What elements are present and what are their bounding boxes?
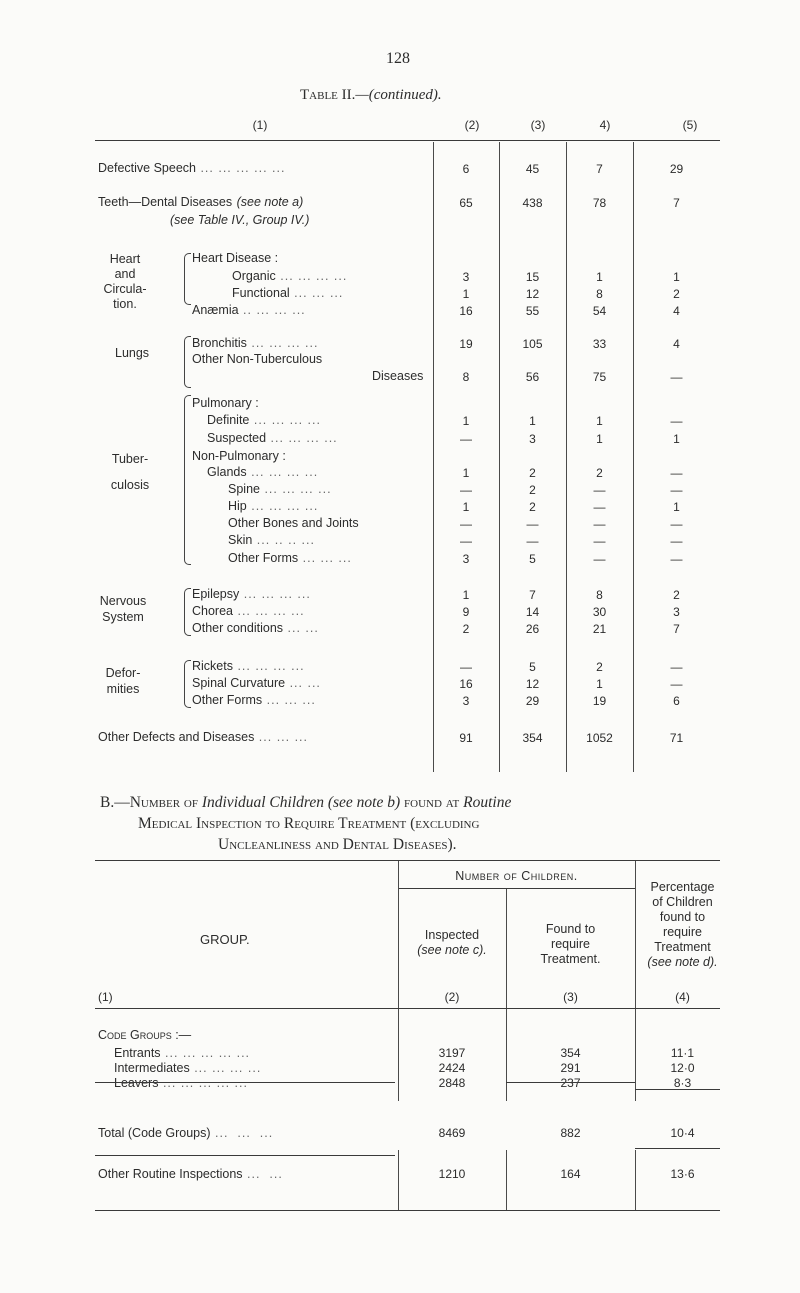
value-defective_speech-col5: 29 [669,162,684,176]
value-other_conditions-col2: 2 [462,622,470,636]
table-title-main: Table II. [300,87,356,103]
value-bronchitis-col5: 4 [673,337,680,351]
row-label-text-other_forms_def: Other Forms [192,693,263,707]
table-b-col-num-4: (4) [675,990,690,1004]
row-label-text-spine: Spine [228,482,260,496]
col-header-3: (3) [530,118,546,132]
value-glands-col5: — [670,466,683,480]
row-label-defective_speech: Defective Speech ... ... ... ... ... [98,161,286,175]
page-number: 128 [386,50,410,67]
value-functional-col4: 8 [596,287,603,301]
value-rickets-col4: 2 [596,660,603,674]
value-epilepsy-col5: 2 [673,588,680,602]
inspected-note: (see note c). [417,943,487,957]
value-bronchitis-col4: 33 [592,337,607,351]
value-other_conditions-col4: 21 [592,622,607,636]
row-label-other-non-tb-2: Diseases [372,369,424,383]
value-epilepsy-col2: 1 [462,588,470,602]
value-other_forms_def-col4: 19 [592,694,607,708]
table-b-row-label-text-1: Intermediates [114,1061,190,1075]
table-b-row-1-pct: 12·0 [670,1061,695,1075]
section-b-heading-line2: Medical Inspection to Require Treatment (excluding [138,815,480,832]
value-hip-col3: 2 [529,500,536,514]
value-organic-col4: 1 [596,270,603,284]
row-label-text-other_conditions: Other conditions [192,621,284,635]
row-label-suspected: Suspected ... ... ... ... [207,431,338,445]
value-other_forms_tb-col2: 3 [462,552,470,566]
value-teeth-col5: 7 [673,196,680,210]
row-label-epilepsy: Epilepsy ... ... ... ... [192,587,311,601]
value-other_defects-col4: 1052 [586,731,613,745]
group-label-nervous_group_lines-1: System [102,610,144,624]
value-teeth-col2: 65 [459,196,473,210]
row-label-other_forms_tb: Other Forms ... ... ... [228,551,352,565]
heart-brace [184,253,191,305]
value-definite-col2: 1 [462,414,470,428]
value-organic-col3: 15 [525,270,540,284]
row-label-text-functional: Functional [232,286,290,300]
row-label-text-definite: Definite [207,413,250,427]
table-b-rule-e [635,1148,720,1149]
row-label-text-other_non_tb: Other Non-Tuberculous [192,352,323,366]
table-b-row-label-text-0: Entrants [114,1046,161,1060]
value-rickets-col3: 5 [529,660,536,674]
value-chorea-col2: 9 [462,605,470,619]
value-other_forms_def-col3: 29 [525,694,540,708]
teeth-sub: (see Table IV., Group IV.) [170,213,310,227]
table-b-col-num-2: (2) [444,990,460,1004]
value-skin-col3: — [526,534,539,548]
group-label-heart_group_lines-1: and [114,267,136,281]
value-epilepsy-col3: 7 [529,588,536,602]
value-other_bones-col4: — [593,517,606,531]
table-b-row-1-inspected: 2424 [438,1061,466,1075]
table-b-rule-a [95,1082,395,1083]
header-rule [95,140,720,141]
row-label-teeth [98,195,303,209]
group-label-tb_group_lines-0: Tuber- [111,452,149,466]
row-label-text-epilepsy: Epilepsy [192,587,240,601]
row-label-text-suspected: Suspected [207,431,267,445]
value-bronchitis-col3: 105 [522,337,543,351]
col-header-1: (1) [252,118,268,132]
col-header-5: (5) [682,118,698,132]
col-header-2: (2) [464,118,480,132]
row-label-bronchitis: Bronchitis ... ... ... ... [192,336,319,350]
tb-brace [184,395,191,565]
row-label-other_non_tb [192,352,322,366]
value-defective_speech-col2: 6 [462,162,470,176]
value-other_forms_def-col5: 6 [673,694,680,708]
row-label-other_conditions: Other conditions ... ... [192,621,319,635]
row-label-hip: Hip ... ... ... ... [228,499,319,513]
value-defective_speech-col3: 45 [525,162,540,176]
value-definite-col4: 1 [596,414,603,428]
value-other_bones-col3: — [526,517,539,531]
row-label-rickets: Rickets ... ... ... ... [192,659,305,673]
value-other_bones-col2: — [460,517,472,531]
value-chorea-col5: 3 [673,605,680,619]
table-b-row-2-found: 237 [560,1076,581,1090]
value-other_forms_def-col2: 3 [462,694,470,708]
lungs-group-label: Lungs [115,346,150,360]
value-anaemia-col3: 55 [525,304,540,318]
value-spinal_curvature-col4: 1 [596,677,603,691]
percentage-header: Percentage of Children found to require Treatment (see note d). [647,880,718,969]
value-spine-col5: — [670,483,683,497]
row-label-text-glands: Glands [207,465,247,479]
table-b-row-label-1: Intermediates ... ... ... ... [114,1061,262,1075]
col-header-4: 4) [599,118,611,132]
value-chorea-col4: 30 [592,605,607,619]
value-suspected-col3: 3 [529,432,536,446]
value-anaemia-col5: 4 [673,304,680,318]
value-other_non_tb-col5: — [670,370,683,384]
total-found: 882 [560,1126,581,1140]
lungs-brace [184,336,191,388]
value-other_defects-col5: 71 [669,731,684,745]
value-organic-col5: 1 [673,270,680,284]
value-suspected-col4: 1 [596,432,603,446]
value-functional-col2: 1 [462,287,470,301]
other-routine-label: Other Routine Inspections ... ... [98,1167,283,1181]
row-label-text-chorea: Chorea [192,604,233,618]
row-label-spine: Spine ... ... ... ... [228,482,332,496]
found-header: Found to require Treatment. [540,922,601,966]
row-label-text-skin: Skin [228,533,253,547]
value-teeth-col4: 78 [592,196,607,210]
number-of-children-rule [398,888,635,889]
table-b-row-0-pct: 11·1 [670,1046,695,1060]
row-label-other_defects: Other Defects and Diseases ... ... ... [98,730,309,744]
value-suspected-col5: 1 [673,432,680,446]
code-groups-label: Code Groups :— [98,1028,192,1042]
table-b-row-2-pct: 8·3 [673,1076,692,1090]
deform-brace [184,660,191,708]
pulmonary-label: Pulmonary : [192,396,259,410]
row-label-chorea: Chorea ... ... ... ... [192,604,305,618]
total-label: Total (Code Groups) ... ... ... [98,1126,274,1140]
group-label-tb_group_lines-1: culosis [110,478,150,492]
table-b-row-1-found: 291 [560,1061,581,1075]
value-other_defects-col3: 354 [522,731,543,745]
value-spinal_curvature-col3: 12 [525,677,540,691]
value-other_forms_tb-col3: 5 [529,552,536,566]
value-other_conditions-col3: 26 [525,622,540,636]
table-b-row-0-inspected: 3197 [438,1046,466,1060]
row-label-other_bones [228,516,359,530]
group-label-heart_group_lines-2: Circula- [103,282,147,296]
row-label-text-anaemia: Anæmia [192,303,239,317]
row-label-anaemia: Anæmia .. ... ... ... [192,303,306,317]
section-b-heading-line1: B.—Number of Individual Children (see note b) found at Routine [100,794,512,811]
value-other_non_tb-col4: 75 [592,370,607,384]
value-other_forms_tb-col5: — [670,552,683,566]
group-label-deform_group_lines-1: mities [106,682,140,696]
value-spine-col2: — [460,483,472,497]
value-glands-col4: 2 [596,466,603,480]
table-b-rule-b [506,1082,635,1083]
row-label-text-spinal_curvature: Spinal Curvature [192,676,286,690]
value-definite-col3: 1 [529,414,536,428]
table-b-col-num-1: (1) [98,990,113,1004]
group-header: GROUP. [200,932,250,947]
value-teeth-col3: 438 [522,196,543,210]
group-label-heart_group_lines-0: Heart [109,252,141,266]
table-b-row-0-found: 354 [560,1046,581,1060]
value-spine-col4: — [593,483,606,497]
table-b-row-label-2: Leavers ... ... ... ... ... [114,1076,248,1090]
row-label-text-other_forms_tb: Other Forms [228,551,299,565]
total-inspected: 8469 [438,1126,466,1140]
row-label-text-bronchitis: Bronchitis [192,336,247,350]
row-label-text-other_bones: Other Bones and Joints [228,516,359,530]
value-epilepsy-col4: 8 [596,588,603,602]
group-label-heart_group_lines-3: tion. [113,297,137,311]
group-label-nervous_group_lines-0: Nervous [99,594,147,608]
table-b-row-label-text-2: Leavers [114,1076,159,1090]
value-other_non_tb-col2: 8 [462,370,470,384]
value-hip-col2: 1 [462,500,470,514]
group-label-deform_group_lines-0: Defor- [105,666,141,680]
teeth-note: (see note a) [236,195,304,209]
value-hip-col5: 1 [673,500,680,514]
value-spinal_curvature-col2: 16 [459,677,473,691]
table-title [300,87,442,104]
value-chorea-col3: 14 [525,605,540,619]
table-b-row-2-inspected: 2848 [438,1076,466,1090]
value-functional-col5: 2 [673,287,680,301]
value-glands-col2: 1 [462,466,470,480]
row-label-text-defective_speech: Defective Speech [98,161,196,175]
heart-disease-label: Heart Disease : [192,251,279,265]
section-b-heading-line3: Uncleanliness and Dental Diseases). [218,836,457,853]
value-skin-col5: — [670,534,683,548]
table-b-col-num-3: (3) [563,990,578,1004]
row-label-organic: Organic ... ... ... ... [232,269,348,283]
row-label-spinal_curvature: Spinal Curvature ... ... [192,676,321,690]
row-label-glands: Glands ... ... ... ... [207,465,319,479]
other-found: 164 [560,1167,581,1181]
table-b-bottom-rule [95,1210,720,1211]
value-other_forms_tb-col4: — [593,552,606,566]
row-label-text-other_defects: Other Defects and Diseases [98,730,255,744]
value-anaemia-col2: 16 [459,304,473,318]
row-label-other_forms_def: Other Forms ... ... ... [192,693,316,707]
other-inspected: 1210 [438,1167,466,1181]
non-pulmonary-label: Non-Pulmonary : [192,449,286,463]
table-b-row-label-0: Entrants ... ... ... ... ... [114,1046,251,1060]
value-bronchitis-col2: 19 [459,337,473,351]
value-other_defects-col2: 91 [459,731,473,745]
value-skin-col4: — [593,534,606,548]
table-b-rule-d [95,1155,395,1156]
value-functional-col3: 12 [525,287,540,301]
value-rickets-col5: — [670,660,683,674]
value-other_conditions-col5: 7 [673,622,680,636]
nervous-brace [184,588,191,636]
table-b-header-bottom-rule [95,1008,720,1009]
number-of-children-header: Number of Children. [455,869,578,883]
value-anaemia-col4: 54 [592,304,607,318]
row-label-functional: Functional ... ... ... [232,286,344,300]
row-label-definite: Definite ... ... ... ... [207,413,321,427]
value-spinal_curvature-col5: — [670,677,683,691]
value-rickets-col2: — [460,660,472,674]
row-label-text-hip: Hip [228,499,247,513]
value-organic-col2: 3 [462,270,470,284]
table-b-rule-c [635,1089,720,1090]
value-skin-col2: — [460,534,472,548]
row-label-text-rickets: Rickets [192,659,233,673]
value-other_bones-col5: — [670,517,683,531]
table-b-top-rule [95,860,720,861]
value-other_non_tb-col3: 56 [525,370,540,384]
row-label-text-organic: Organic [232,269,276,283]
other-pct: 13·6 [670,1167,695,1181]
value-suspected-col2: — [460,432,472,446]
value-hip-col4: — [593,500,606,514]
value-spine-col3: 2 [529,483,536,497]
value-definite-col5: — [670,414,683,428]
row-label-skin: Skin ... .. .. ... [228,533,315,547]
value-defective_speech-col4: 7 [596,162,603,176]
inspected-header: Inspected [424,928,480,942]
value-glands-col3: 2 [529,466,536,480]
table-title-suffix: —(continued). [355,87,442,103]
row-label-text-teeth: Teeth—Dental Diseases [98,195,233,209]
total-pct: 10·4 [670,1126,695,1140]
